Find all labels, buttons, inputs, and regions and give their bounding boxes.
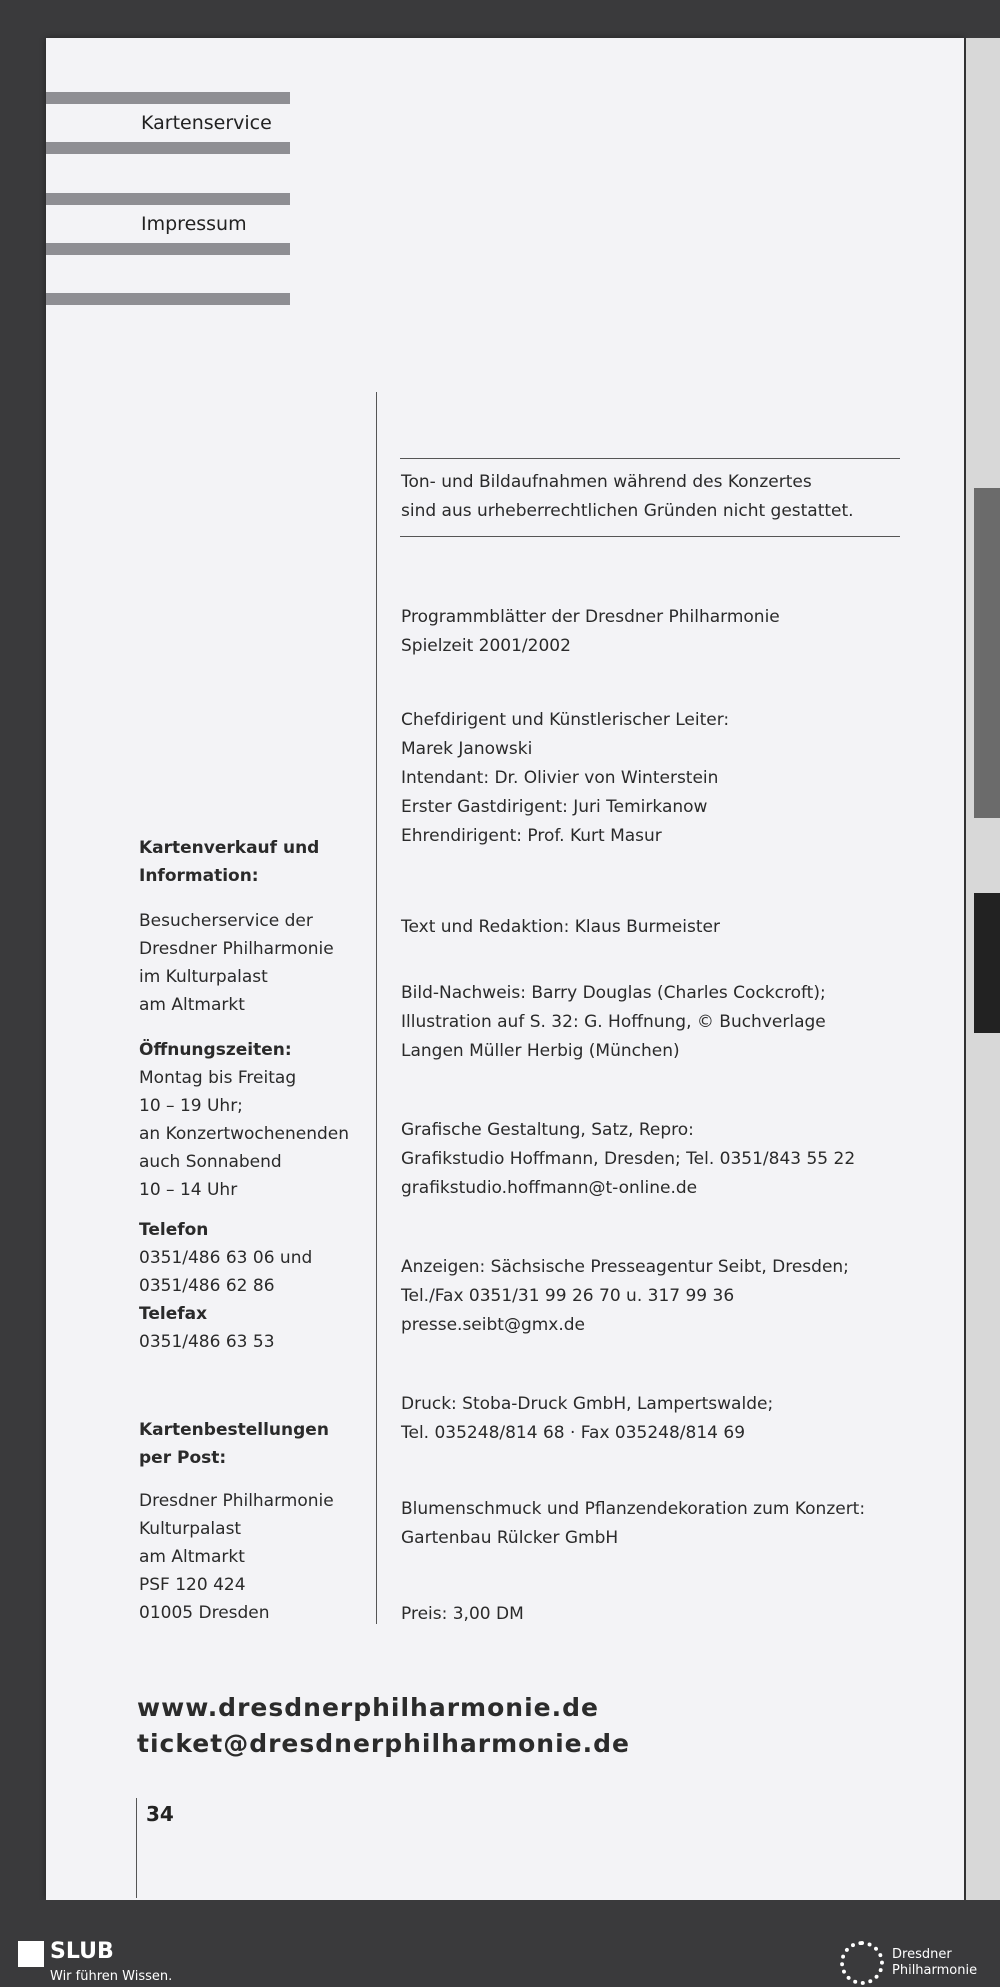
nav-bar-stripe (46, 293, 290, 305)
text-line: Tel. 035248/814 68 · Fax 035248/814 69 (401, 1423, 746, 1443)
text-line: Grafikstudio Hoffmann, Dresden; Tel. 0351/843 55 22 (401, 1149, 856, 1169)
text-line: Gartenbau Rülcker GmbH (401, 1528, 619, 1548)
logo-line: Philharmonie (892, 1963, 978, 1978)
text-line: 01005 Dresden (139, 1603, 270, 1623)
nav-bar-stripe (46, 142, 290, 154)
text-line: grafikstudio.hoffmann@t-online.de (401, 1178, 698, 1198)
text-line: 10 – 14 Uhr (139, 1180, 238, 1200)
text-line: Intendant: Dr. Olivier von Winterstein (401, 768, 719, 788)
ticket-info-heading (139, 834, 359, 890)
website-url: www.dresdnerphilharmonie.de (137, 1693, 599, 1722)
heading-line: per Post: (139, 1448, 227, 1468)
text-line: Besucherservice der (139, 911, 313, 931)
nav-bar-stripe (46, 92, 290, 104)
text-line: Illustration auf S. 32: G. Hoffnung, © Buchverlage (401, 1012, 826, 1032)
text-line: Druck: Stoba-Druck GmbH, Lampertswalde; (401, 1394, 774, 1414)
rule-line (400, 458, 900, 459)
nav-item-impressum: Impressum (141, 213, 247, 235)
nav-item-kartenservice: Kartenservice (141, 112, 272, 134)
text-line: Programmblätter der Dresdner Philharmonie (401, 607, 780, 627)
text-line: Blumenschmuck und Pflanzendekoration zum Konzert: (401, 1499, 866, 1519)
hours-heading: Öffnungszeiten: (139, 1040, 292, 1060)
text-line: 0351/486 63 06 und (139, 1248, 313, 1268)
text-line: auch Sonnabend (139, 1152, 282, 1172)
edge-block (974, 488, 1000, 818)
credits-info (401, 979, 921, 1066)
text-line: Ton- und Bildaufnahmen während des Konzertes (401, 472, 812, 492)
text-line: presse.seibt@gmx.de (401, 1315, 586, 1335)
text-line: an Konzertwochenenden (139, 1124, 350, 1144)
logo-line: Dresdner (892, 1947, 952, 1962)
text-line: Anzeigen: Sächsische Presseagentur Seibt, Dresden; (401, 1257, 849, 1277)
text-line: Marek Janowski (401, 739, 533, 759)
text-line: Preis: 3,00 DM (401, 1604, 524, 1624)
editor-info (401, 913, 921, 942)
text-line: PSF 120 424 (139, 1575, 246, 1595)
text-line: Erster Gastdirigent: Juri Temirkanow (401, 797, 708, 817)
service-address (139, 907, 359, 1019)
text-line: 10 – 19 Uhr; (139, 1096, 243, 1116)
postal-address (139, 1487, 359, 1627)
text-line: sind aus urheberrechtlichen Gründen nicht gestattet. (401, 501, 854, 521)
page-number-rule (136, 1798, 137, 1898)
ads-info (401, 1253, 921, 1340)
text-line: Spielzeit 2001/2002 (401, 636, 571, 656)
text-line: 0351/486 62 86 (139, 1276, 275, 1296)
philharmonie-logo-icon (840, 1941, 884, 1985)
text-line: Dresdner Philharmonie (139, 1491, 334, 1511)
text-line: Dresdner Philharmonie (139, 939, 334, 959)
text-line: Montag bis Freitag (139, 1068, 297, 1088)
print-info (401, 1390, 921, 1448)
rule-line (400, 536, 900, 537)
slub-tagline: Wir führen Wissen. (50, 1969, 173, 1984)
next-page-edge (966, 38, 1000, 1900)
phone-block (139, 1216, 359, 1356)
nav-bar-stripe (46, 193, 290, 205)
text-line: Text und Redaktion: Klaus Burmeister (401, 917, 720, 937)
text-line: Tel./Fax 0351/31 99 26 70 u. 317 99 36 (401, 1286, 735, 1306)
heading-line: Information: (139, 866, 259, 886)
staff-info (401, 706, 921, 851)
page-number: 34 (146, 1802, 174, 1826)
slub-logo-icon (18, 1941, 44, 1967)
opening-hours (139, 1036, 359, 1204)
text-line: Langen Müller Herbig (München) (401, 1041, 680, 1061)
text-line: Grafische Gestaltung, Satz, Repro: (401, 1120, 694, 1140)
heading-line: Kartenverkauf und (139, 838, 320, 858)
text-line: Bild-Nachweis: Barry Douglas (Charles Cockcroft); (401, 983, 826, 1003)
text-line: Ehrendirigent: Prof. Kurt Masur (401, 826, 662, 846)
postal-order-block (139, 1416, 359, 1472)
text-line: Kulturpalast (139, 1519, 242, 1539)
nav-bar-stripe (46, 243, 290, 255)
slub-name: SLUB (50, 1939, 114, 1964)
text-line: Chefdirigent und Künstlerischer Leiter: (401, 710, 730, 730)
design-info (401, 1116, 921, 1203)
phone-heading: Telefon (139, 1220, 209, 1240)
ticket-email: ticket@dresdnerphilharmonie.de (137, 1729, 630, 1758)
text-line: am Altmarkt (139, 1547, 245, 1567)
program-info (401, 603, 921, 661)
price-info (401, 1600, 921, 1629)
text-line: am Altmarkt (139, 995, 245, 1015)
edge-block (974, 893, 1000, 1033)
column-divider (376, 392, 377, 1624)
heading-line: Kartenbestellungen (139, 1420, 329, 1440)
text-line: im Kulturpalast (139, 967, 268, 987)
flowers-info (401, 1495, 921, 1553)
recording-notice (401, 468, 921, 526)
text-line: 0351/486 63 53 (139, 1332, 275, 1352)
fax-heading: Telefax (139, 1304, 208, 1324)
